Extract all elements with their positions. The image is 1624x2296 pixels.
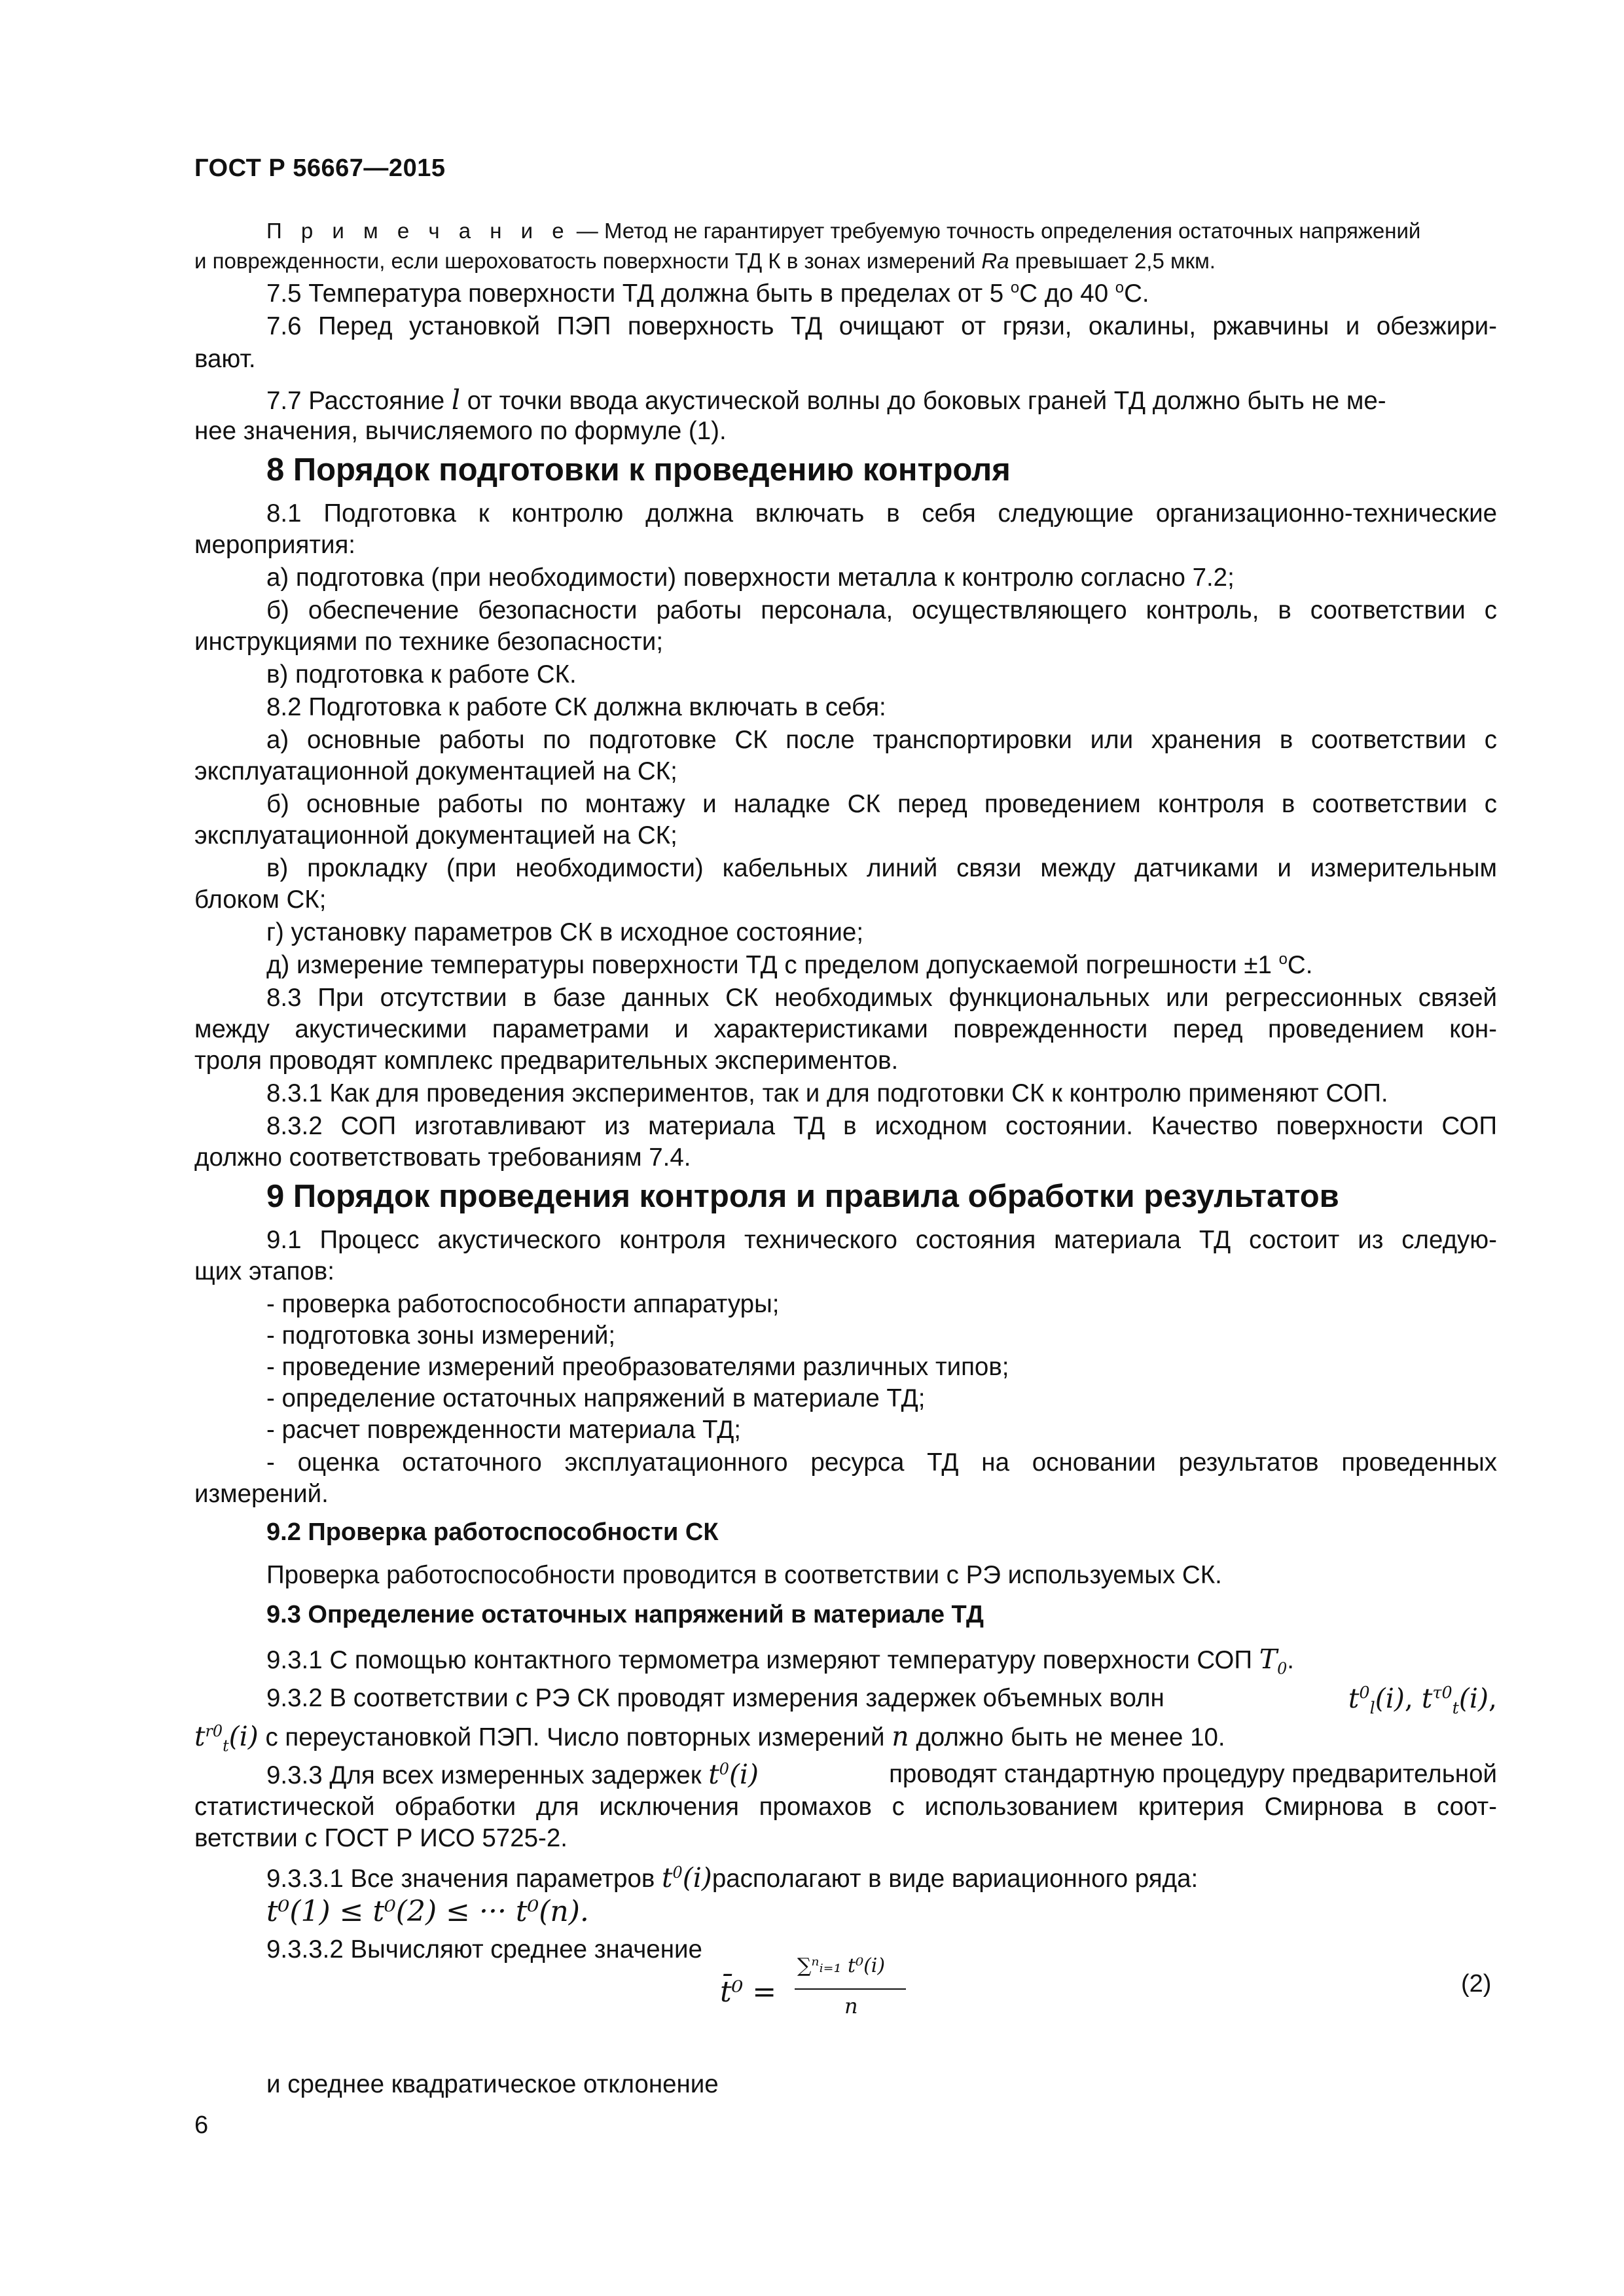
clause-8-2-v-line-2: блоком СК; [194,886,327,914]
equation-number: (2) [1461,1970,1492,1998]
clause-8-2-a-line-2: эксплуатационной документацией на СК; [194,757,677,785]
clause-8-3-line-2: между акустическими параметрами и характеристиками поврежденности перед проведением кон- [194,1015,1497,1043]
clause-8-1-b-line-2: инструкциями по технике безопасности; [194,628,664,656]
clause-8-2-v-line-1: в) прокладку (при необходимости) кабельных линий связи между датчиками и измерительным [266,854,1497,882]
page-number: 6 [194,2111,209,2139]
clause-8-1-b-line-1: б) обеспечение безопасности работы персонала, осуществляющего контроль, в соответствии с [266,596,1497,624]
clause-7-6-line-1: 7.6 Перед установкой ПЭП поверхность ТД очищают от грязи, окалины, ржавчины и обезжири- [266,312,1497,340]
clause-7-6-line-2: вают. [194,345,256,373]
formula-lhs: t̄⁰ = [720,1975,777,2009]
clause-9-3-3-line-2: статистической обработки для исключения промахов с использованием критерия Смирнова в соот- [194,1793,1497,1821]
clause-9-2-text: Проверка работоспособности проводится в соответствии с РЭ используемых СК. [266,1561,1222,1589]
clause-8-2-b-line-1: б) основные работы по монтажу и наладке СК перед проведением контроля в соответствии с [266,790,1497,818]
clause-8-3-1: 8.3.1 Как для проведения экспериментов, так и для подготовки СК к контролю применяют СОП. [266,1079,1388,1107]
stage-item-5: - расчет поврежденности материала ТД; [266,1416,741,1444]
tail-text: и среднее квадратическое отклонение [266,2070,719,2098]
clause-8-3-2-line-2: должно соответствовать требованиям 7.4. [194,1143,691,1172]
clause-8-1-v: в) подготовка к работе СК. [266,660,577,689]
stage-item-6-line-1: - оценка остаточного эксплуатационного ресурса ТД на основании результатов проведенных [266,1448,1497,1477]
clause-9-3-3-2: 9.3.3.2 Вычисляют среднее значение [266,1935,702,1964]
note-line-1 [266,216,1497,246]
clause-7-7-line-1: 7.7 Расстояние l от точки ввода акустической волны до боковых граней ТД должно быть не ме- [266,384,1386,416]
clause-8-1-line-1: 8.1 Подготовка к контролю должна включать в себя следующие организационно-технические [266,499,1497,528]
formula-numerator: ∑ⁿᵢ₌₁ t⁰(i) [797,1954,886,1977]
clause-9-3-3-1: 9.3.3.1 Все значения параметров $t^0(i)располагают$ в виде вариационного ряда: [266,1862,1199,1893]
note-line-2: и поврежденности, если шероховатость поверхности ТД К в зонах измерений Ra превышает 2,5 мкм. [194,249,1216,273]
note-label: П р и м е ч а н и е [266,219,571,243]
formula-fraction-bar [795,1988,906,1990]
subsection-9-3-heading: 9.3 Определение остаточных напряжений в материале ТД [266,1601,984,1628]
clause-8-2-b-line-2: эксплуатационной документацией на СК; [194,821,677,850]
note-text-1: — Метод не гарантирует требуемую точность определения остаточных напряжений [570,219,1421,243]
stage-item-4: - определение остаточных напряжений в материале ТД; [266,1384,926,1412]
mean-formula [720,1950,916,2042]
clause-8-2-g: г) установку параметров СК в исходное состояние; [266,918,864,946]
clause-8-1-a: а) подготовка (при необходимости) поверхности металла к контролю согласно 7.2; [266,564,1235,592]
stage-item-1: - проверка работоспособности аппаратуры; [266,1290,780,1318]
clause-9-3-3-line-1: 9.3.3 Для всех измеренных задержек $t^0(i)$ проводят стандартную процедуру предварительной [266,1759,1497,1790]
stage-item-6-line-2: измерений. [194,1480,329,1508]
variation-series: t⁰(1) ≤ t⁰(2) ≤ ··· t⁰(n). [266,1895,589,1928]
clause-8-2-line-1: 8.2 Подготовка к работе СК должна включать в себя: [266,693,886,721]
clause-8-2-d: д) измерение температуры поверхности ТД с пределом допускаемой погрешности ±1 $^о$С. [266,950,1313,979]
subsection-9-2-heading: 9.2 Проверка работоспособности СК [266,1518,719,1546]
stage-item-2: - подготовка зоны измерений; [266,1321,616,1350]
clause-9-1-line-2: щих этапов: [194,1257,334,1285]
clause-9-3-2-line-2: $t^{r0}_t(i)$ с переустановкой ПЭП. Число повторных измерений n должно быть не менее 10. [194,1721,1225,1755]
clause-9-3-3-line-3: ветствии с ГОСТ Р ИСО 5725-2. [194,1824,568,1852]
stage-item-3: - проведение измерений преобразователями различных типов; [266,1353,1009,1381]
clause-9-3-1: 9.3.1 С помощью контактного термометра измеряют температуру поверхности СОП $T_0$. [266,1643,1294,1678]
section-9-heading: 9 Порядок проведения контроля и правила обработки результатов [266,1179,1339,1214]
clause-7-7-line-2: нее значения, вычисляемого по формуле (1). [194,417,727,445]
clause-8-2-a-line-1: а) основные работы по подготовке СК после транспортировки или хранения в соответствии с [266,726,1497,754]
document-header: ГОСТ Р 56667—2015 [194,154,446,182]
clause-8-1-line-2: мероприятия: [194,531,356,559]
clause-7-5: 7.5 Температура поверхности ТД должна быть в пределах от 5 $^о$С до 40 $^о$С. [266,279,1149,308]
formula-denominator: n [844,1994,858,2018]
section-8-heading: 8 Порядок подготовки к проведению контроля [266,452,1011,488]
clause-9-3-2-line-1: 9.3.2 В соответствии с РЭ СК проводят измерения задержек объемных волн $t^0_l(i)$, $t^{\tau 0}_t(i)$, [266,1682,1497,1718]
clause-8-3-line-3: троля проводят комплекс предварительных экспериментов. [194,1047,899,1075]
clause-8-3-2-line-1: 8.3.2 СОП изготавливают из материала ТД в исходном состоянии. Качество поверхности СОП [266,1112,1497,1140]
clause-8-3-line-1: 8.3 При отсутствии в базе данных СК необходимых функциональных или регрессионных связей [266,984,1497,1012]
clause-9-1-line-1: 9.1 Процесс акустического контроля технического состояния материала ТД состоит из следую- [266,1226,1497,1254]
